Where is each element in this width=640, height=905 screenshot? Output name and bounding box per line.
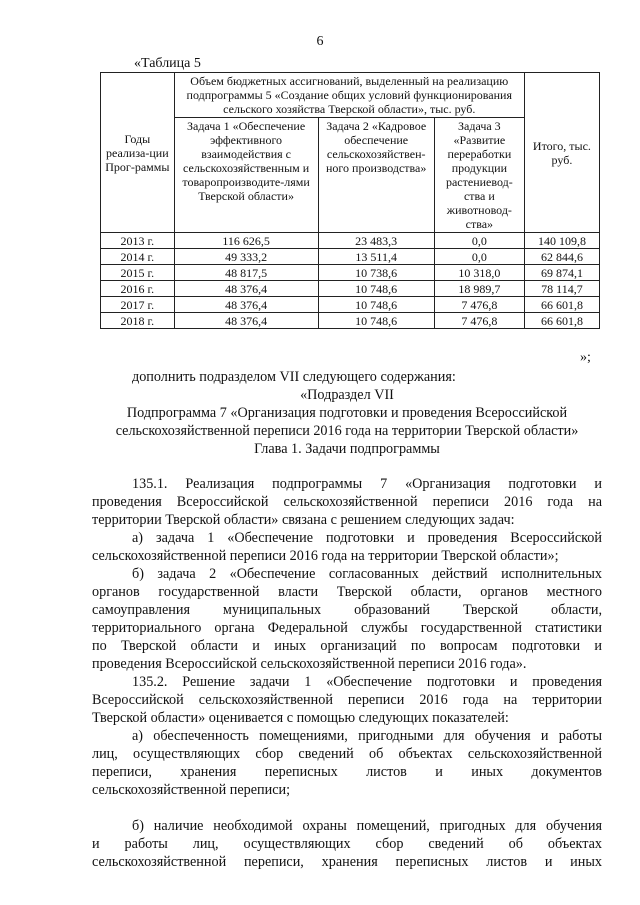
table-header-row: [101, 73, 600, 118]
table-row: [101, 281, 600, 297]
task3-header: Задача 3 «Развитие переработки продукции растениевод-ства и животновод-ства»: [434, 118, 524, 233]
chapter-heading: Глава 1. Задачи подпрограммы: [254, 441, 440, 457]
total-cell: 66 601,8: [524, 313, 599, 329]
year-cell: 2014 г.: [101, 249, 175, 265]
table-caption: «Таблица 5: [134, 56, 201, 71]
task1-cell: 116 626,5: [174, 233, 318, 249]
total-cell: 78 114,7: [524, 281, 599, 297]
year-cell: 2016 г.: [101, 281, 175, 297]
paragraph-line: территории Тверской области» связана с решением следующих задач:: [92, 512, 515, 528]
task1-cell: 48 376,4: [174, 297, 318, 313]
budget-table: [100, 72, 600, 329]
total-cell: 140 109,8: [524, 233, 599, 249]
paragraph-line: территориального органа Федеральной службы государственной статистики: [92, 620, 602, 636]
paragraph-line: проведения Всероссийской сельскохозяйственной переписи 2016 года».: [92, 656, 527, 672]
subprogram-title-line: Подпрограмма 7 «Организация подготовки и проведения Всероссийской: [126, 405, 568, 421]
paragraph-line: и работы лиц, осуществляющих сбор сведений об объектах: [92, 836, 602, 852]
paragraph-line: б) задача 2 «Обеспечение согласованных действий исполнительных: [132, 566, 602, 582]
table-row: [101, 233, 600, 249]
year-cell: 2017 г.: [101, 297, 175, 313]
page-number: 6: [316, 34, 324, 49]
paragraph-line: по Тверской области и иных организаций по вопросам подготовки и: [92, 638, 602, 654]
paragraph-line: органов государственной власти Тверской области, органов местного: [92, 584, 602, 600]
paragraph-line: сельскохозяйственной переписи;: [92, 782, 291, 798]
years-header: Годы реализа-ции Прог-раммы: [101, 73, 175, 233]
paragraph-line: Всероссийской сельскохозяйственной переписи 2016 года на территории: [92, 692, 602, 708]
paragraph-line: сельскохозяйственной переписи 2016 года на территории Тверской области»;: [92, 548, 559, 564]
task3-cell: 0,0: [434, 233, 524, 249]
total-cell: 62 844,6: [524, 249, 599, 265]
closing-quote: »;: [580, 350, 591, 365]
subprogram-title-line: сельскохозяйственной переписи 2016 года на территории Тверской области»: [115, 423, 579, 439]
task1-cell: 48 817,5: [174, 265, 318, 281]
task2-cell: 10 748,6: [318, 297, 434, 313]
year-cell: 2015 г.: [101, 265, 175, 281]
table-row: [101, 249, 600, 265]
paragraph-line: проведения Всероссийской сельскохозяйственной переписи 2016 года на: [92, 494, 602, 510]
supplement-line: дополнить подразделом VII следующего содержания:: [132, 369, 456, 385]
task3-cell: 18 989,7: [434, 281, 524, 297]
paragraph-line: б) наличие необходимой охраны помещений, пригодных для обучения: [132, 818, 602, 834]
total-cell: 66 601,8: [524, 297, 599, 313]
task1-header: Задача 1 «Обеспечение эффективного взаимодействия с сельскохозяйственным и товаропроизводите-лями Тверской области»: [174, 118, 318, 233]
year-cell: 2018 г.: [101, 313, 175, 329]
table-row: [101, 313, 600, 329]
budget-header: Объем бюджетных ассигнований, выделенный на реализацию подпрограммы 5 «Создание общих условий функционирования сельского хозяйства Тверской области», тыс. руб.: [174, 73, 524, 118]
task2-cell: 10 748,6: [318, 313, 434, 329]
task2-cell: 10 738,6: [318, 265, 434, 281]
paragraph-line: лиц, осуществляющих сбор сведений об объектах сельскохозяйственной: [92, 746, 602, 762]
task2-cell: 23 483,3: [318, 233, 434, 249]
paragraph-line: а) обеспеченность помещениями, пригодными для обучения и работы: [132, 728, 602, 744]
paragraph-line: самоуправления муниципальных образований Тверской области,: [92, 602, 602, 618]
task3-cell: 0,0: [434, 249, 524, 265]
paragraph-line: 135.2. Решение задачи 1 «Обеспечение подготовки и проведения: [132, 674, 602, 690]
total-cell: 69 874,1: [524, 265, 599, 281]
paragraph-line: сельскохозяйственной переписи, хранения переписных листов и иных: [92, 854, 602, 870]
task2-header: Задача 2 «Кадровое обеспечение сельскохозяйствен-ного производства»: [318, 118, 434, 233]
paragraph-line: 135.1. Реализация подпрограммы 7 «Организация подготовки и: [132, 476, 602, 492]
task3-cell: 10 318,0: [434, 265, 524, 281]
table-row: [101, 265, 600, 281]
task1-cell: 48 376,4: [174, 313, 318, 329]
task3-cell: 7 476,8: [434, 297, 524, 313]
paragraph-line: переписи, хранения переписных листов и иных документов: [92, 764, 602, 780]
task2-cell: 10 748,6: [318, 281, 434, 297]
task2-cell: 13 511,4: [318, 249, 434, 265]
table-row: [101, 297, 600, 313]
paragraph-line: а) задача 1 «Обеспечение подготовки и проведения Всероссийской: [132, 530, 602, 546]
paragraph-line: Тверской области» оценивается с помощью следующих показателей:: [92, 710, 509, 726]
total-header: Итого, тыс. руб.: [524, 73, 599, 233]
subsection-heading: «Подраздел VII: [300, 387, 394, 403]
task1-cell: 49 333,2: [174, 249, 318, 265]
year-cell: 2013 г.: [101, 233, 175, 249]
task1-cell: 48 376,4: [174, 281, 318, 297]
task3-cell: 7 476,8: [434, 313, 524, 329]
